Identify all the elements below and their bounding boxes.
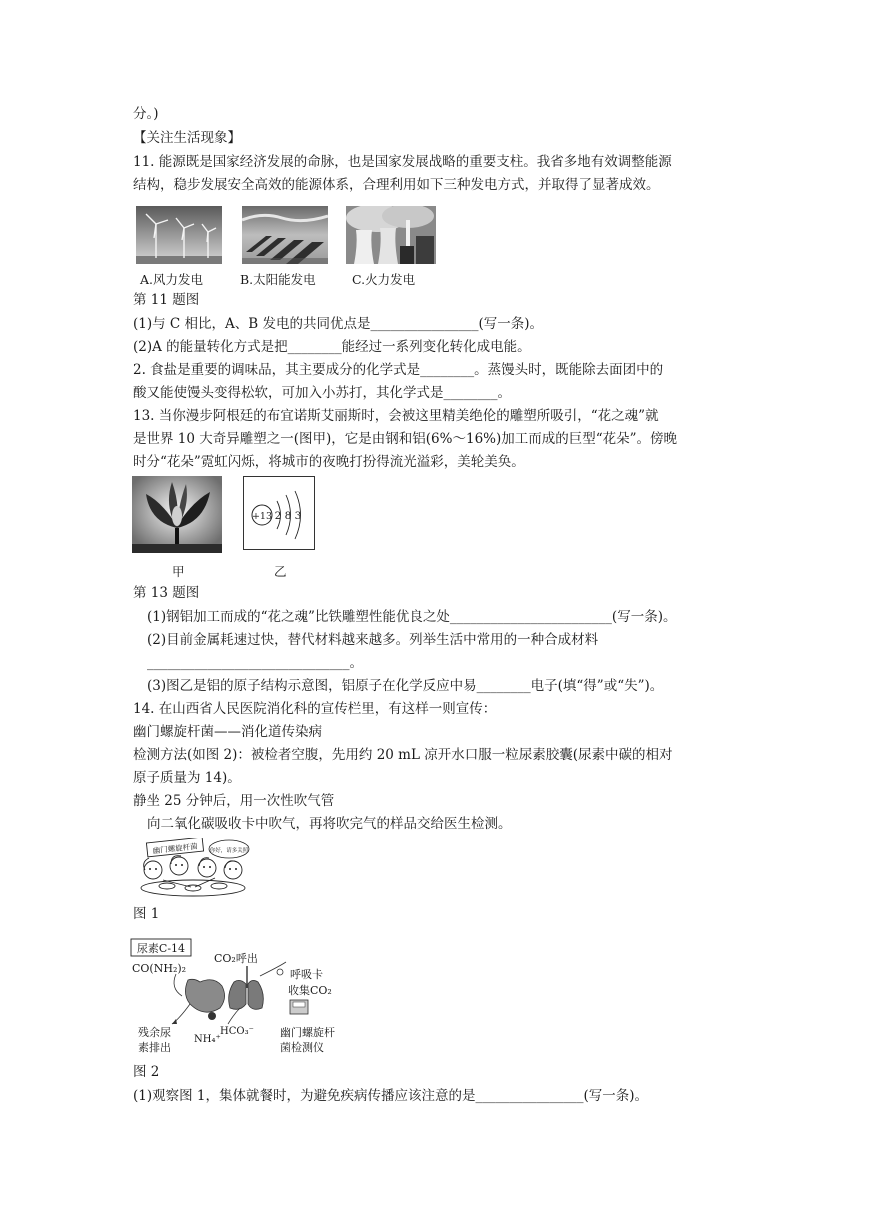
text-line: 分。): [133, 106, 159, 122]
caption-thermal-power: C.火力发电: [352, 272, 416, 287]
bicarbonate-label: HCO₃⁻: [220, 1026, 254, 1037]
caption-wind-power: A.风力发电: [140, 272, 204, 287]
wind-power-photo: [136, 206, 222, 264]
figure-1-dining-cartoon: [133, 838, 255, 900]
figure-13-caption: 第 13 题图: [133, 585, 200, 601]
question-12-text: 酸又能使馒头变得松软，可加入小苏打，其化学式是________。: [133, 385, 511, 401]
aluminum-atom-diagram: [243, 476, 315, 550]
question-14-text: 14. 在山西省人民医院消化科的宣传栏里，有这样一则宣传：: [133, 701, 497, 717]
question-11-text: 结构，稳步发展安全高效的能源体系，合理利用如下三种发电方式，并取得了显著成效。: [133, 177, 660, 193]
urea-c14-label: 尿素C-14: [136, 942, 186, 955]
question-13-text: 时分“花朵”霓虹闪烁，将城市的夜晚打扮得流光溢彩，美轮美奂。: [133, 454, 525, 470]
question-13-part-2: (2)目前金属耗速过快，替代材料越来越多。列举生活中常用的一种合成材料: [147, 632, 599, 648]
question-13-text: 是世界 10 大奇异雕塑之一(图甲)，它是由钢和铝(6%～16%)加工而成的巨型“花朵”。傍晚: [133, 431, 678, 447]
atom-shell-electrons: 2 8 3: [274, 510, 302, 522]
figure-11-caption: 第 11 题图: [133, 292, 200, 308]
caption-jia: 甲: [172, 564, 185, 579]
question-13-text: 13. 当你漫步阿根廷的布宜诺斯艾丽斯时，会被这里精美绝伦的雕塑所吸引，“花之魂”就: [133, 408, 659, 424]
question-11-text: 11. 能源既是国家经济发展的命脉，也是国家发展战略的重要支柱。我省多地有效调整能源: [133, 154, 672, 170]
detector-label: 菌检测仪: [280, 1041, 324, 1054]
flower-sculpture-photo: [132, 476, 222, 553]
caption-yi: 乙: [274, 564, 287, 579]
question-14-part-1: (1)观察图 1，集体就餐时，为避免疾病传播应该注意的是________________(写一条)。: [133, 1088, 649, 1104]
figure-2-caption: 图 2: [133, 1064, 160, 1080]
text-line: 幽门螺旋杆菌——消化道传染病: [133, 724, 322, 740]
co2-exhaled-label: CO₂呼出: [214, 952, 258, 965]
figure-1-caption: 图 1: [133, 906, 160, 922]
text-line: 静坐 25 分钟后，用一次性吹气管: [133, 793, 335, 809]
question-13-part-3: (3)图乙是铝的原子结构示意图，铝原子在化学反应中易________电子(填“得”或“失”)。: [147, 678, 664, 694]
caption-solar-power: B.太阳能发电: [240, 272, 316, 287]
question-11-part-2: (2)A 的能量转化方式是把________能经过一系列变化转化成电能。: [133, 339, 531, 355]
answer-blank: ______________________________。: [147, 655, 363, 671]
figure-1-speech-bubble: 你好，请多关照: [209, 848, 249, 854]
atom-nucleus-label: +13: [251, 511, 273, 522]
question-12-text: 2. 食盐是重要的调味品，其主要成分的化学式是________。蒸馒头时，既能除去面团中的: [133, 362, 664, 378]
solar-power-photo: [242, 206, 328, 264]
detector-label: 幽门螺旋杆: [280, 1026, 335, 1039]
collect-co2-label: 收集CO₂: [288, 984, 332, 997]
section-heading: 【关注生活现象】: [133, 130, 241, 146]
text-line: 检测方法(如图 2)：被检者空腹，先用约 20 mL 凉开水口服一粒尿素胶囊(尿素中碳的相对: [133, 747, 673, 763]
figure-1-sign-text: 幽门螺旋杆菌: [152, 841, 199, 856]
figure-2-urea-breath-test-diagram: [130, 938, 356, 1058]
text-line: 向二氧化碳吸收卡中吹气，再将吹完气的样品交给医生检测。: [147, 816, 512, 832]
residual-urea-label: 残余尿: [138, 1026, 171, 1039]
ammonium-label: NH₄⁺: [194, 1034, 221, 1045]
question-11-part-1: (1)与 C 相比，A、B 发电的共同优点是________________(写一条)。: [133, 316, 544, 332]
text-line: 原子质量为 14)。: [133, 770, 241, 786]
residual-urea-label: 素排出: [138, 1041, 171, 1054]
thermal-power-photo: [346, 206, 436, 264]
question-13-part-1: (1)钢铝加工而成的“花之魂”比铁雕塑性能优良之处________________________(写一条)。: [147, 609, 677, 625]
breath-card-label: 呼吸卡: [290, 968, 323, 981]
urea-formula: CO(NH₂)₂: [132, 962, 187, 975]
